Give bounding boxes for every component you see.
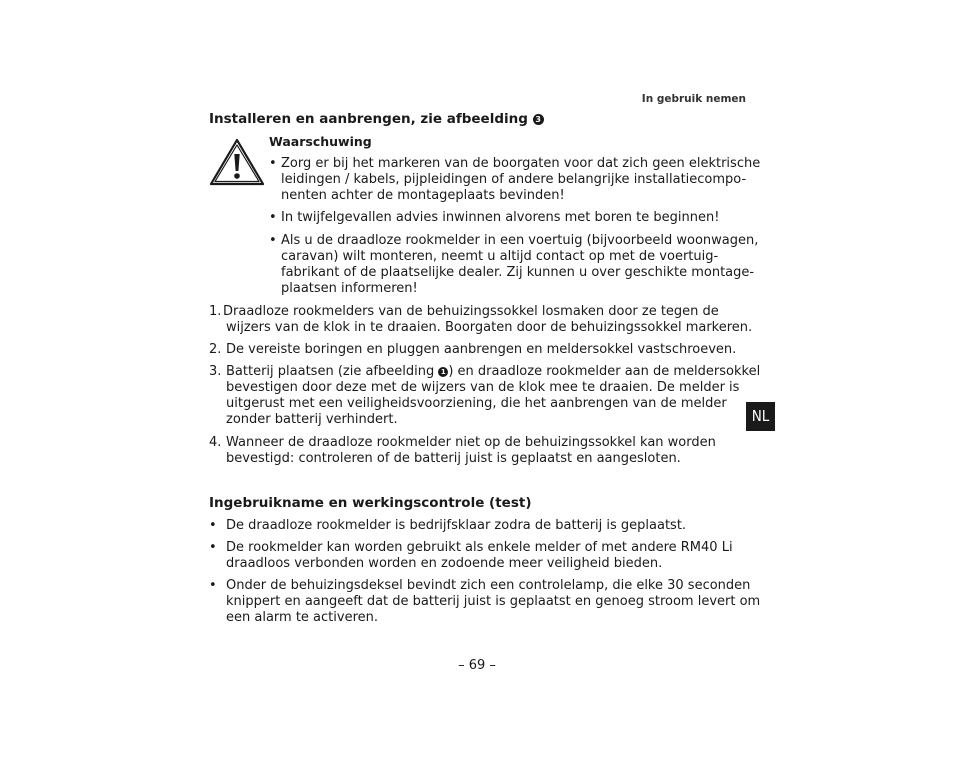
running-header: In gebruik nemen [641, 93, 746, 105]
bullet-dot: • [209, 540, 217, 555]
text-line: leidingen / kabels, pijpleidingen of andere belangrijke installatiecompo- [281, 172, 747, 187]
step-number: 4. [209, 435, 222, 450]
text-line: Onder de behuizingsdeksel bevindt zich een controlelamp, die elke 30 seconden [226, 578, 751, 593]
text-line [226, 364, 760, 380]
text-line: Als u de draadloze rookmelder in een voertuig (bijvoorbeeld woonwagen, [281, 233, 759, 248]
step-number: 1. [209, 304, 222, 319]
bullet-dot: • [209, 578, 217, 593]
text-line: Draadloze rookmelders van de behuizingssokkel losmaken door ze tegen de [223, 304, 719, 319]
text-line: draadloos verbonden worden en zodoende meer veiligheid bieden. [226, 556, 663, 571]
text-line: een alarm te activeren. [226, 610, 378, 625]
text-line: De draadloze rookmelder is bedrijfsklaar zodra de batterij is geplaatst. [226, 518, 687, 533]
step-number: 2. [209, 342, 222, 357]
page-number: – 69 – [458, 658, 496, 673]
figure-ref-badge: 3 [533, 114, 544, 125]
text-line: De vereiste boringen en pluggen aanbrengen en meldersokkel vastschroeven. [226, 342, 737, 357]
text-line: fabrikant of de plaatselijke dealer. Zij kunnen u over geschikte montage- [281, 265, 755, 280]
text-line: In twijfelgevallen advies inwinnen alvorens met boren te beginnen! [281, 210, 720, 225]
text-line: De rookmelder kan worden gebruikt als enkele melder of met andere RM40 Li [226, 540, 733, 555]
text-line: Wanneer de draadloze rookmelder niet op de behuizingssokkel kan worden [226, 435, 716, 450]
text-run: Batterij plaatsen (zie afbeelding [226, 364, 439, 379]
text-line: uitgerust met een veiligheidsvoorziening, die het aanbrengen van de melder [226, 396, 727, 411]
figure-ref-badge: 1 [438, 367, 448, 377]
warning-title: Waarschuwing [269, 134, 372, 149]
text-line: bevestigd: controleren of de batterij juist is geplaatst en aangesloten. [226, 451, 681, 466]
text-line: zonder batterij verhindert. [226, 412, 398, 427]
section-heading-text: Installeren en aanbrengen, zie afbeelding [209, 111, 528, 127]
bullet-dot: • [209, 518, 217, 533]
text-line: nenten achter de montageplaats bevinden! [281, 188, 565, 203]
text-line: Zorg er bij het markeren van de boorgaten voor dat zich geen elektrische [281, 156, 761, 171]
step-number: 3. [209, 364, 222, 379]
warning-triangle-icon [209, 138, 265, 186]
text-run: ) en draadloze rookmelder aan de meldersokkel [448, 364, 761, 379]
text-line: knippert en aangeeft dat de batterij juist is geplaatst en genoeg stroom levert om [226, 594, 761, 609]
bullet-dot: • [269, 156, 277, 171]
bullet-dot: • [269, 210, 277, 225]
text-line: caravan) wilt monteren, neemt u altijd contact op met de voertuig- [281, 249, 719, 264]
text-line: bevestigen door deze met de wijzers van de klok mee te draaien. De melder is [226, 380, 740, 395]
bullet-dot: • [269, 233, 277, 248]
text-line: wijzers van de klok in te draaien. Boorgaten door de behuizingssokkel markeren. [226, 320, 753, 335]
section-heading-install [209, 111, 544, 127]
language-tab: NL [746, 402, 775, 431]
section-heading-test: Ingebruikname en werkingscontrole (test) [209, 495, 532, 511]
text-line: plaatsen informeren! [281, 281, 418, 296]
